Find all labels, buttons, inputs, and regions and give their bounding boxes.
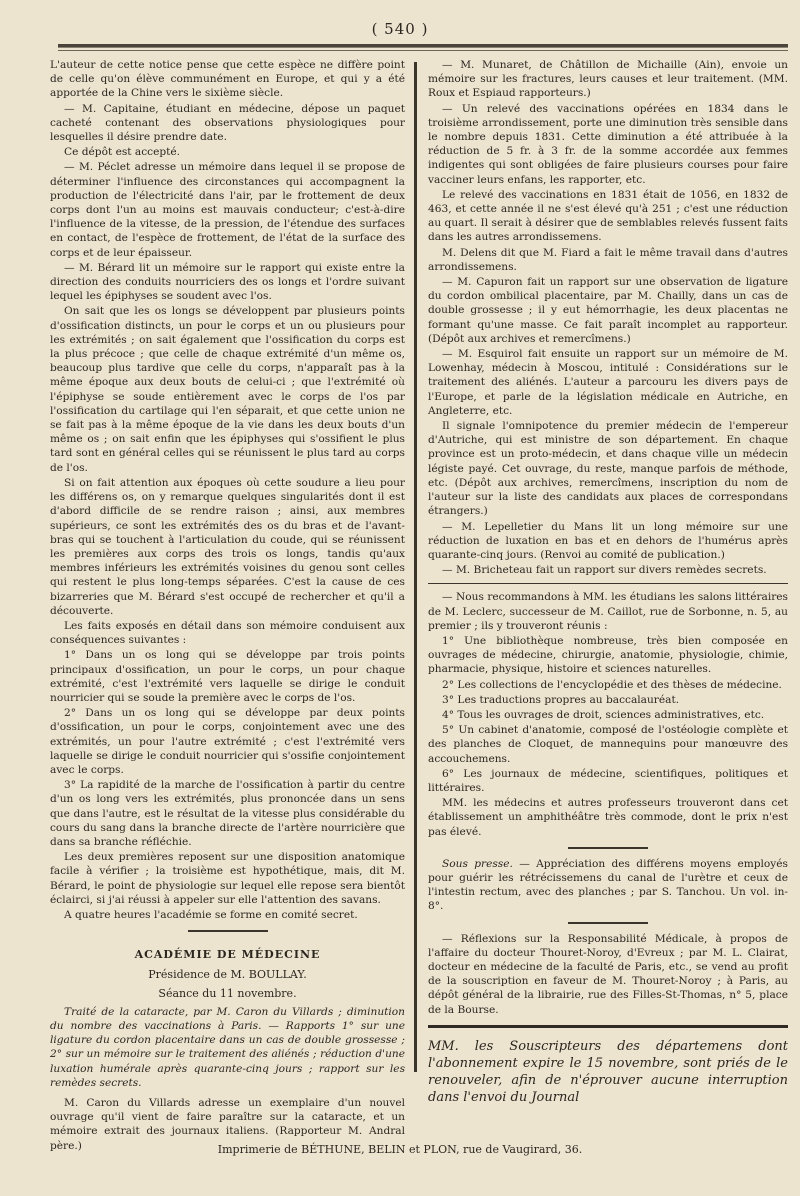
paragraph: — M. Capitaine, étudiant en médecine, dépose un paquet cacheté contenant des observations physiologiques pour lesquelles il désire prendre date. (50, 102, 405, 144)
reflexions-paragraph: — Réflexions sur la Responsabilité Médicale, à propos de l'affaire du docteur Thouret-Noroy, d'Evreux ; par M. L. Clairat, docteur en médecine de la faculté de Paris, etc., se vend au profit de la souscription en faveur de M. Thouret-Noroy ; à Paris, au dépôt général de la librairie, rue des Filles-St-Thomas, n° 5, place de la Bourse. (428, 932, 788, 1016)
paragraph: Il signale l'omnipotence du premier médecin de l'empereur d'Autriche, qui est ministre de son département. En chaque province est un proto-médecin, et dans chaque ville un médecin légiste payé. Cet ouvrage, du reste, manque parfois de méthode, etc. (Dépôt aux archives, remercîmens, inscription du nom de l'auteur sur la liste des candidats aux places de correspondans étrangers.) (428, 420, 788, 518)
paragraph: — Un relevé des vaccinations opérées en 1834 dans le troisième arrondissement, porte une diminution très sensible dans le nombre depuis 1831. Cette diminution a été attribuée à la réduction de 5 fr. à 3 fr. de la somme accordée aux femmes indigentes qui sont obligées de faire plusieurs courses pour faire vacciner leurs enfans, les rapporter, etc. (428, 102, 788, 186)
notice-item: 5° Un cabinet d'anatomie, composé de l'ostéologie complète et des planches de Cloquet, de mannequins pour manœuvre des accouchemens. (428, 724, 788, 765)
paragraph: M. Caron du Villards adresse un exemplaire d'un nouvel ouvrage qu'il vient de faire paraître sur la cataracte, et un mémoire extrait des journaux italiens. (Rapporteur M. Andral père.) (50, 1097, 405, 1152)
paragraph: Les deux premières reposent sur une disposition anatomique facile à vérifier ; la troisième est hypothétique, mais, dit M. Bérard, le point de physiologie sur lequel elle repose sera bientôt éclairci, si j'ai réussi à appeler sur elle l'attention des savans. (50, 851, 405, 906)
paragraph: — M. Bricheteau fait un rapport sur divers remèdes secrets. (442, 564, 767, 577)
paragraph: Les faits exposés en détail dans son mémoire conduisent aux conséquences suivantes : (50, 619, 405, 647)
left-column (50, 58, 405, 1154)
session-summary: Traité de la cataracte, par M. Caron du Villards ; diminution du nombre des vaccinations à Paris. — Rapports 1° sur une ligature du cordon placentaire dans un cas de double grossesse ; 2° sur un mémoire sur le traitement des aliénés ; réduction d'une luxation humérale après quarante-cinq jours ; rapport sur les remèdes secrets. (50, 1005, 405, 1089)
paragraph: Ce dépôt est accepté. (64, 146, 181, 159)
paragraph: — M. Munaret, de Châtillon de Michaille (Ain), envoie un mémoire sur les fractures, leurs causes et leur traitement. (MM. Roux et Espiaud rapporteurs.) (428, 59, 788, 100)
section-rule (188, 930, 268, 932)
sous-presse-paragraph (428, 857, 788, 914)
right-column (428, 58, 788, 1106)
sous-presse-text: — Appréciation des différens moyens employés pour guérir les rétrécissemens du canal de l'urètre et ceux de l'intestin rectum, avec des planches ; par S. Tanchou. Un vol. in-8°. (428, 857, 788, 913)
paragraph: 1° Dans un os long qui se développe par trois points principaux d'ossification, un pour le corps, un pour chaque extrémité, c'est l'extrémité vers laquelle se dirige le conduit nourricier qui se soude la première avec le corps de l'os. (50, 649, 405, 704)
subscribers-notice: MM. les Souscripteurs des départemens dont l'abonnement expire le 15 novembre, sont priés de le renouveler, afin de n'éprouver aucune interruption dans l'envoi du Journal (428, 1038, 788, 1105)
paragraph: 2° Dans un os long qui se développe par deux points d'ossification, un pour le corps, conjointement avec une des extrémités, un pour l'autre extrémité ; c'est l'extrémité vers laquelle se dirige le conduit nourricier qui s'ossifie conjointement avec le corps. (50, 707, 405, 776)
notice-item: 6° Les journaux de médecine, scientifiques, politiques et littéraires. (428, 767, 788, 794)
presidence-line: Présidence de M. BOULLAY. (148, 968, 307, 982)
paragraph: — M. Bérard lit un mémoire sur le rapport qui existe entre la direction des conduits nourriciers des os longs et l'ordre suivant lequel les épiphyses se soudent avec l'os. (50, 261, 405, 303)
seance-date: Séance du 11 novembre. (158, 986, 297, 1000)
notice-item: 1° Une bibliothèque nombreuse, très bien composée en ouvrages de médecine, chirurgie, anatomie, physiologie, chimie, pharmacie, physique, histoire et sciences naturelles. (428, 634, 788, 676)
paragraph: — M. Esquirol fait ensuite un rapport sur un mémoire de M. Lowenhay, médecin à Moscou, intitulé : Considérations sur le traitement des aliénés. L'auteur a parcouru les divers pays de l'Europe, et parle de la législation médicale en Autriche, en Angleterre, etc. (428, 348, 788, 417)
notice-item: 2° Les collections de l'encyclopédie et des thèses de médecine. (442, 678, 782, 691)
printer-footer: Imprimerie de BÉTHUNE, BELIN et PLON, rue de Vaugirard, 36. (217, 1143, 583, 1156)
paragraph: — M. Péclet adresse un mémoire dans lequel il se propose de déterminer l'influence des circonstances qui accompagnent la production de l'électricité dans l'air, par le frottement de deux corps dont l'un au moins est mauvais conducteur; c'est-à-dire l'influence de la vitesse, de la pression, de l'étendue des surfaces en contact, de l'espèce de frottement, de l'état de la surface des corps et de leur épaisseur. (50, 161, 405, 259)
section-rule (568, 922, 648, 924)
notice-rule (428, 1025, 788, 1028)
paragraph: On sait que les os longs se développent par plusieurs points d'ossification distincts, un pour le corps et un ou plusieurs pour les extrémités ; on sait également que l'ossification du corps est la plus précoce ; que celle de chaque extrémité d'un même os, beaucoup plus tardive que celle du corps, n'apparaît pas à la même époque aux deux bouts de celui-ci ; que l'extrémité où l'épiphyse se soude entièrement avec le corps de l'os par l'ossification du cartilage qui l'en séparait, et que cette union ne se fait pas à la même époque de la vie dans les deux bouts d'un même os ; on sait enfin que les épiphyses qui s'ossifient le plus tard sont en général celles qui se réunissent le plus tard au corps de l'os. (50, 305, 405, 474)
section-rule (568, 847, 648, 849)
paragraph: — M. Lepelletier du Mans lit un long mémoire sur une réduction de luxation en bas et en dehors de l'humérus après quarante-cinq jours. (Renvoi au comité de publication.) (428, 520, 788, 561)
header-rule-thin (58, 50, 788, 51)
header-rule (58, 44, 788, 48)
sous-presse-label: Sous presse. (442, 857, 513, 870)
notice-block (428, 590, 788, 838)
paragraph: L'auteur de cette notice pense que cette espèce ne diffère point de celle qu'on élève communément en Europe, et qui y a été apportée de la Chine vers le sixième siècle. (50, 59, 405, 100)
paragraph: M. Delens dit que M. Fiard a fait le même travail dans d'autres arrondissemens. (428, 246, 788, 273)
paragraph: 3° La rapidité de la marche de l'ossification à partir du centre d'un os long vers les extrémités, plus prononcée dans un sens que dans l'autre, est le résultat de la vitesse plus considérable du cours du sang dans la branche directe de l'artère nourricière que dans sa branche réfléchie. (50, 779, 405, 848)
page-number: ( 540 ) (371, 20, 429, 38)
paragraph: Le relevé des vaccinations en 1831 était de 1056, en 1832 de 463, et cette année il ne s'est élevé qu'à 251 ; c'est une réduction au quart. Il serait à désirer que de semblables relevés fussent faits dans les autres arrondissemens. (428, 188, 788, 244)
paragraph: A quatre heures l'académie se forme en comité secret. (64, 908, 358, 921)
paragraph: Si on fait attention aux époques où cette soudure a lieu pour les différens os, on y remarque quelques singularités dont il est d'abord difficile de se rendre raison ; ainsi, aux membres supérieurs, ce sont les extrémités des os du bras et de l'avant-bras qui se touchent à l'articulation du coude, qui se réunissent les premières aux corps des trois os longs, tandis qu'aux membres inférieurs les extrémités voisines du genou sont celles qui restent le plus long-temps séparées. C'est la cause de ces bizarreries que M. Bérard s'est occupé de rechercher et qu'il a découverte. (50, 476, 405, 617)
section-heading: ACADÉMIE DE MÉDECINE (134, 948, 321, 962)
notice-end: MM. les médecins et autres professeurs trouveront dans cet établissement un amphithéâtre très commode, dont le prix n'est pas élevé. (428, 797, 788, 838)
notice-item: 4° Tous les ouvrages de droit, sciences administratives, etc. (442, 708, 765, 721)
notice-intro: — Nous recommandons à MM. les étudians les salons littéraires de M. Leclerc, successeur de M. Caillot, rue de Sorbonne, n. 5, au premier ; ils y trouveront réunis : (428, 591, 788, 632)
section-rule (428, 583, 788, 584)
column-divider (414, 62, 417, 1072)
notice-item: 3° Les traductions propres au baccalauréat. (442, 693, 680, 706)
paragraph: — M. Capuron fait un rapport sur une observation de ligature du cordon ombilical placentaire, par M. Chailly, dans un cas de double grossesse ; il y eut hémorrhagie, les deux placentas ne formant qu'une masse. Ce fait paraît incomplet au rapporteur. (Dépôt aux archives et remercîmens.) (428, 276, 788, 345)
